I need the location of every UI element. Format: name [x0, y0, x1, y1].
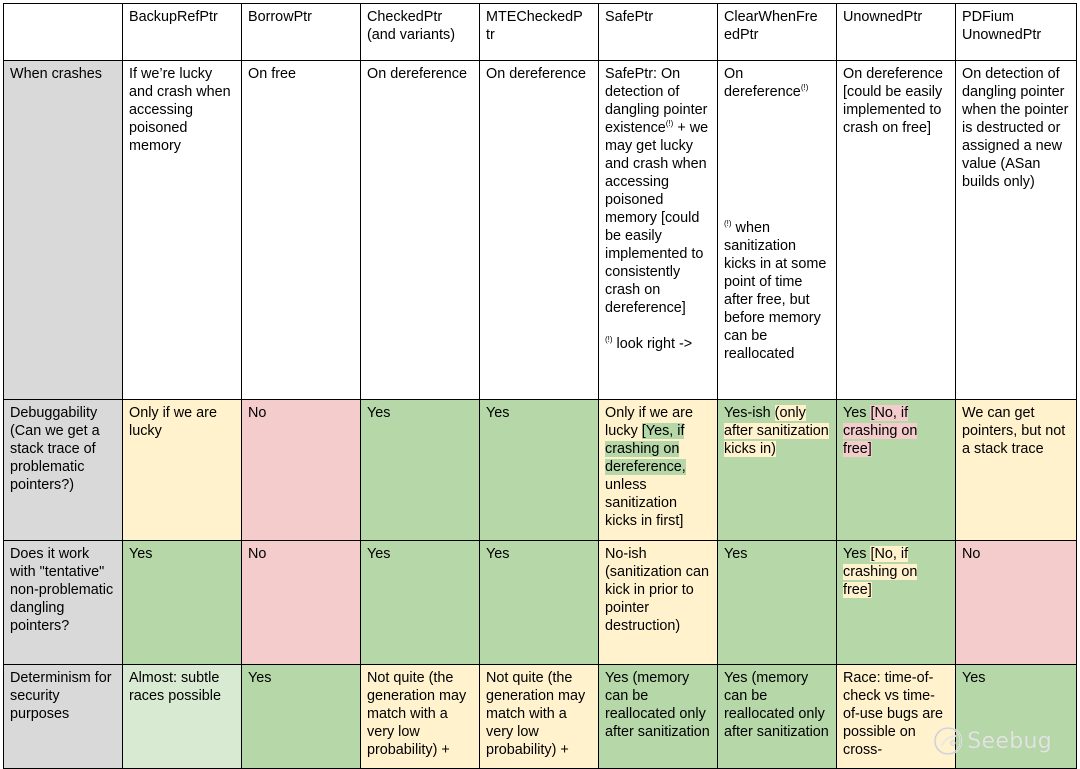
header-pdfium-unownedptr: PDFium UnownedPtr	[956, 4, 1077, 61]
header-unownedptr: UnownedPtr	[837, 4, 956, 61]
cell-tentative-mtecheckedptr: Yes	[480, 541, 599, 665]
cell-crash-backuprefptr: If we’re lucky and crash when accessing poisoned memory	[123, 61, 242, 400]
unowned-tentative-text-b: [No, if crashing on free]	[843, 546, 918, 598]
header-corner-cell	[4, 4, 123, 61]
cell-determinism-unownedptr: Race: time-of-check vs time-of-use bugs are possible on cross-	[837, 665, 956, 769]
header-backuprefptr: BackupRefPtr	[123, 4, 242, 61]
cell-tentative-backuprefptr: Yes	[123, 541, 242, 665]
header-clearwhenfreedptr: ClearWhenFre edPtr	[718, 4, 837, 61]
cell-determinism-mtecheckedptr: Not quite (the generation may match with a very low probability) +	[480, 665, 599, 769]
cell-debug-borrowptr: No	[242, 400, 361, 541]
unowned-debug-text-a: Yes	[843, 405, 871, 421]
cell-crash-mtecheckedptr: On dereference	[480, 61, 599, 400]
cell-crash-checkedptr: On dereference	[361, 61, 480, 400]
footnote-mark: (!)	[605, 335, 613, 345]
cell-tentative-pdfium-unownedptr: No	[956, 541, 1077, 665]
header-safeptr: SafePtr	[599, 4, 718, 61]
row-label-tentative: Does it work with "tentative" non-problematic dangling pointers?	[4, 541, 123, 665]
cell-determinism-borrowptr: Yes	[242, 665, 361, 769]
cell-tentative-checkedptr: Yes	[361, 541, 480, 665]
cell-crash-pdfium-unownedptr: On detection of dangling pointer when the pointer is destructed or assigned a new value (ASan builds only)	[956, 61, 1077, 400]
clearwhenfreed-footnote-text: when sanitization kicks in at some point of time after free, but before memory can be reallocated	[724, 220, 827, 362]
cell-determinism-pdfium-unownedptr: Yes	[956, 665, 1077, 769]
cell-debug-mtecheckedptr: Yes	[480, 400, 599, 541]
safeptr-footnote-text: look right ->	[612, 336, 693, 352]
cell-determinism-checkedptr: Not quite (the generation may match with a very low probability) +	[361, 665, 480, 769]
clearwhenfreed-debug-text-b: (only after sanitization kicks in)	[724, 405, 829, 457]
cell-debug-safeptr	[599, 400, 718, 541]
cell-debug-clearwhenfreedptr	[718, 400, 837, 541]
cell-debug-unownedptr	[837, 400, 956, 541]
cell-tentative-safeptr: No-ish (sanitization can kick in prior to pointer destruction)	[599, 541, 718, 665]
header-checkedptr: CheckedPtr (and variants)	[361, 4, 480, 61]
safeptr-debug-text-c: unless sanitization kicks in first]	[605, 477, 684, 529]
cell-crash-clearwhenfreedptr	[718, 61, 837, 400]
row-tentative	[4, 541, 1077, 665]
footnote-mark: (!)	[665, 119, 674, 129]
clearwhenfreed-crash-text: On dereference	[724, 66, 801, 100]
unowned-debug-text-b: [No, if crashing on free]	[843, 405, 918, 457]
cell-tentative-clearwhenfreedptr: Yes	[718, 541, 837, 665]
safeptr-crash-text-b: + we may get lucky and crash when accessing poisoned memory [could be easily implemented to consistently crash on dereference]	[605, 120, 709, 316]
safeptr-crash-text-a: SafePtr: On detection of dangling pointer existence	[605, 66, 708, 136]
cell-determinism-safeptr: Yes (memory can be reallocated only after sanitization	[599, 665, 718, 769]
cell-debug-backuprefptr: Only if we are lucky	[123, 400, 242, 541]
header-row	[4, 4, 1077, 61]
safeptr-debug-text-a: Only if we are lucky	[605, 405, 693, 439]
header-borrowptr: BorrowPtr	[242, 4, 361, 61]
row-label-determinism: Determinism for security purposes	[4, 665, 123, 769]
cell-determinism-clearwhenfreedptr: Yes (memory can be reallocated only after sanitization	[718, 665, 837, 769]
row-when-crashes	[4, 61, 1077, 400]
row-debuggability	[4, 400, 1077, 541]
cell-debug-checkedptr: Yes	[361, 400, 480, 541]
cell-determinism-backuprefptr: Almost: subtle races possible	[123, 665, 242, 769]
cell-tentative-unownedptr	[837, 541, 956, 665]
row-label-debuggability: Debuggability (Can we get a stack trace of problematic pointers?)	[4, 400, 123, 541]
clearwhenfreed-debug-text-a: Yes-ish	[724, 405, 775, 421]
seebug-logo-icon	[933, 726, 963, 756]
cell-crash-borrowptr: On free	[242, 61, 361, 400]
row-label-when-crashes: When crashes	[4, 61, 123, 400]
footnote-mark: (!)	[800, 83, 809, 93]
cell-debug-pdfium-unownedptr: We can get pointers, but not a stack trace	[956, 400, 1077, 541]
unowned-tentative-text-a: Yes	[843, 546, 871, 562]
cell-crash-safeptr	[599, 61, 718, 400]
watermark-text: Seebug	[967, 728, 1052, 754]
header-mtecheckedptr: MTECheckedP tr	[480, 4, 599, 61]
seebug-watermark	[933, 726, 1052, 756]
comparison-table	[3, 3, 1077, 769]
footnote-mark: (!)	[724, 219, 732, 229]
cell-crash-unownedptr: On dereference [could be easily implemented to crash on free]	[837, 61, 956, 400]
safeptr-debug-text-b: [Yes, if crashing on dereference,	[605, 423, 686, 475]
cell-tentative-borrowptr: No	[242, 541, 361, 665]
row-determinism	[4, 665, 1077, 769]
